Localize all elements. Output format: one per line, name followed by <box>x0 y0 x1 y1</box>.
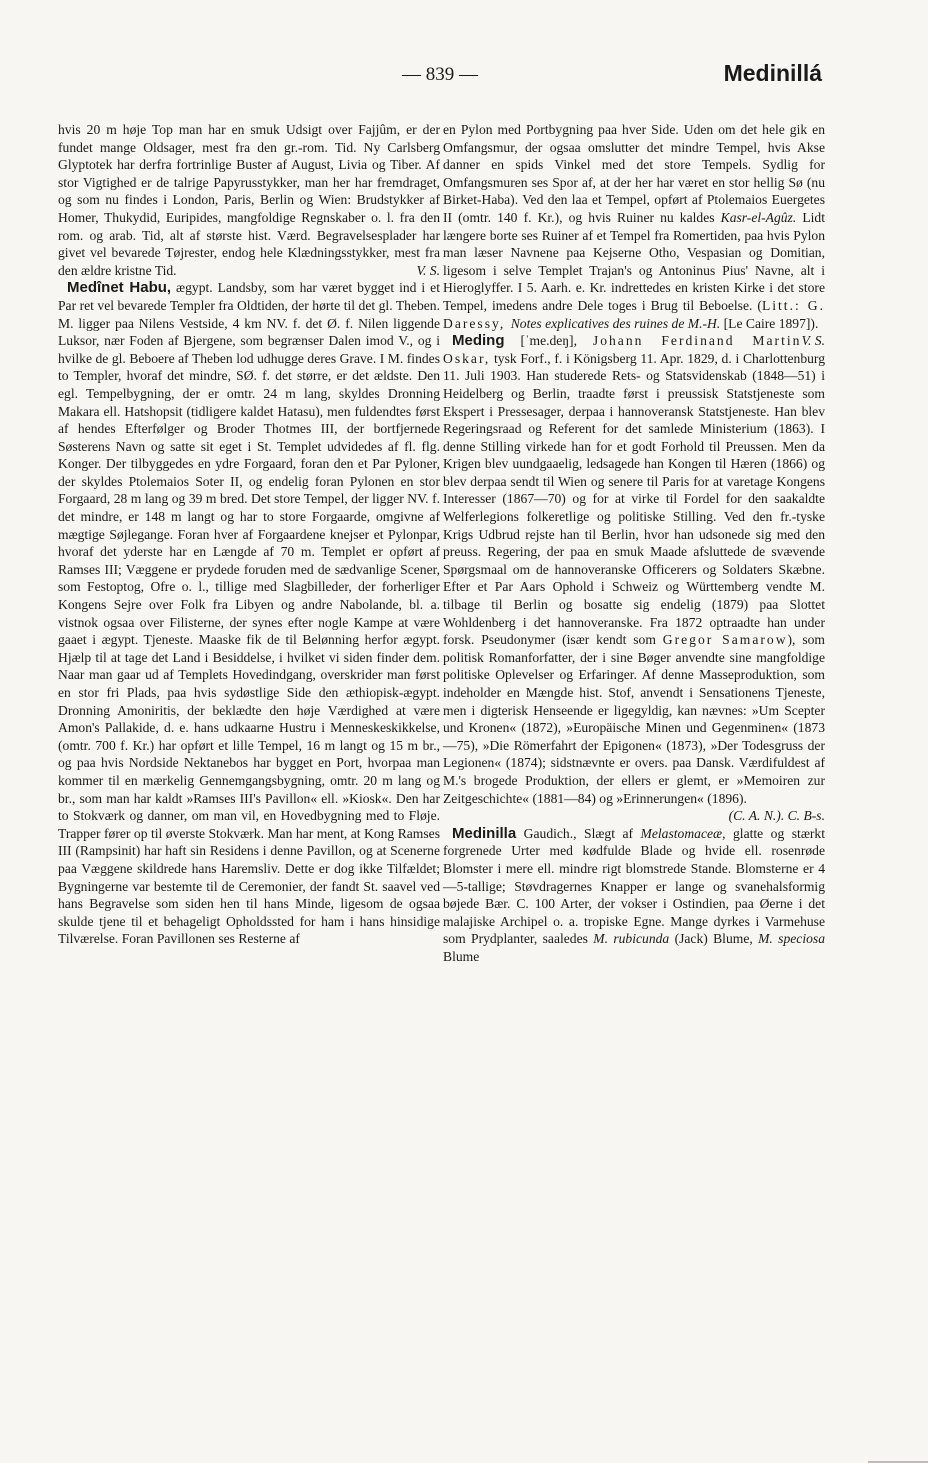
literature-author: G. Daressy, <box>443 297 825 331</box>
species-name-2: M. speciosa <box>758 931 825 947</box>
page-header <box>58 60 822 94</box>
literature-title: Notes explicatives des ruines de M.-H. <box>510 315 721 331</box>
entry-headword: Medînet Habu, <box>67 279 172 297</box>
running-head: Medinillá <box>723 60 822 86</box>
paragraph-text-2: Lidt længere borte ses Ruiner af et Tempel fra Romertiden, paa hvis Pylon man læser Navnene paa Kejserne Otho, Vespasian og Domitian, ligesom i selve Templet Trajan's og Antoninus Pius' Navne, alt i Hieroglyffer. I 5. Aarh. e. Kr. indrettedes en kristen Kirke i det store Tempel, imedens andre Dele toges i Brug til Beboelse. ( <box>443 209 825 313</box>
entry-text-2: ), som politisk Romanforfatter, der i sine Bøger anvendte sine mangfoldige politiske Oplevelser og Erfaringer. Af denne Masseproduktion, som indeholder en Mængde hist. Stof, anvendt i Sensationens Tjeneste, men i digterisk Henseende er ligegyldig, kan nævnes: »Um Scepter und Kronen« (1872), »Europäische Minen und Gegenminen« (1873—75), »Die Römerfahrt der Epigonen« (1873), »Der Todesgruss der Legionen« (1874); sidstnævnte er overs. paa Dansk. Værdifuldest af M.'s brogede Produktion, der ellers er glemt, er »Memoiren zur Zeitgeschichte« (1881—84) og »Erinnerungen« (1896). <box>443 632 825 806</box>
entry-meding <box>443 332 825 824</box>
place-name: Kasr-el-Agûz. <box>720 209 797 225</box>
entry-text-3: (Jack) Blume, <box>669 931 759 947</box>
literature-label: Litt.: <box>761 297 801 313</box>
entry-text: ægypt. Landsby, som har været bygget ind i et Par ret vel bevarede Templer fra Oldtiden, der hørte til det gl. Theben. M. ligger paa Nilens Vestside, 4 km NV. f. det Ø. f. Nilen liggende Luksor, nær Foden af Bjergene, som begrænser Dalen imod V., og i hvilke de gl. Beboere af Theben lod udhugge deres Grave. I M. findes to Templer, hvoraf det mindre, SØ. f. det større, er det ældste. Den egl. Tempelbygning, der er omtr. 24 m lang, skyldes Dronning Makara ell. Hatshopsit (tidligere kaldet Hatasu), men fuldendtes først af hendes Efterfølger og Broder Thotmes III, der bortfjernede Søsterens Navn og satte sit eget i St. Templet udvidedes af fl. flg. Konger. Der tilbyggedes en ydre Forgaard, foran den et Par Pyloner, der skyldes Ptolemaios Soter II, og endelig foran Pylonen en stor Forgaard, 28 m lang og 39 m bred. Det store Tempel, der ligger NV. f. det mindre, er 148 m langt og har to store Forgaarde, omgivne af mægtige Søjlegange. Foran hver af Forgaardene knejser et Pylonpar, hvoraf det yderste har en Længde af 70 m. Templet er opført af Ramses III; Væggene er prydede foruden med de sædvanlige Scener, som Festoptog, Ofre o. l., tillige med Slagbilleder, der forherliger Kongens Sejre over Folk fra Libyen og andre Nabolande, bl. a. vistnok ogsaa over Filisterne, der synes efter nogle Kampe at være gaaet i ægypt. Tjeneste. Maaske fik de til Belønning herfor ægypt. Hjælp til at tage det Land i Besiddelse, i hvilket vi siden finder dem. Naar man gaar ud af Templets Hovedindgang, overskrider man først en stor fri Plads, paa hvis sydøstlige Side den æthiopisk-ægypt. Dronning Amoniritis, der beklædte den høje Værdighed at være Amon's Pallakide, d. e. hans udkaarne Hustru i Menneskeskikkelse, (omtr. 700 f. Kr.) har opført et lille Tempel, 16 m langt og 15 m br., og paa hvis Nordside Nektanebos har bygget en Port, hvorpaa man kommer til en mærkelig Gennemgangsbygning, omtr. 20 m lang og br., som man har kaldt »Ramses III's Pavillon« ell. »Kiosk«. Den har to Stokværk og danner, om man vil, en Hovedbygning med to Fløje. Trapper fører op til øverste Stokværk. Man har ment, at Kong Ramses III (Rampsinit) har haft sin Residens i denne Pavillon, og at Scenerne paa Væggene skildrede hans Haremsliv. Dette er dog ikke Tilfældet; Bygningerne var bestemte til de Ceremonier, der fandt St. saavel ved hans Begravelse som siden hen til hans Minde, ligesom de ogsaa skulde tjene til et behageligt Opholdssted for ham i hans hinsidige Tilværelse. Foran Pavillonen ses Resterne af <box>58 280 440 947</box>
entry-text: tysk Forf., f. i Königsberg 11. Apr. 1829, d. i Charlottenburg 11. Juli 1903. Han studerede Rets- og Statsvidenskab (1848—51) i Heidelberg og Berlin, traadte først i preussisk Statstjeneste som Ekspert i Pressesager, derpaa i hannoveransk Statstjeneste. Han blev Regeringsraad og Referent for det samlede Ministerium (1863). I denne Stilling virkede han for et godt Forhold til Preussen. Men da Krigen blev uundgaaelig, ledsagede han Kongen til Hæren (1866) og blev derpaa sendt til Wien og senere til Paris for at varetage Kongens Interesser (1867—70) og for at virke til Fordel for den saakaldte Welferlegions folkeretlige og politiske Stilling. Ved den fr.-tyske Krigs Udbrud rejste han til Berlin, hvor han udsonede sig med den preuss. Regering, der paa en smuk Maade afsluttede de svævende Spørgsmaal om de hannoveranske Officerers og Soldaters Skæbne. Efter et Par Aars Ophold i Schweiz og Württemberg vendte M. tilbage til Berlin og bosatte sig endelig (1879) paa Slottet Wohldenberg i det hannoveranske. Fra 1872 optraadte han under forsk. Pseudonymer (især kendt som <box>443 350 825 648</box>
entry-text-4: Blume <box>443 948 480 964</box>
paragraph-text: en Pylon med Portbygning paa hver Side. Uden om det hele gik en Omfangsmur, der ogsaa omslutter det mindre Tempel, hvis Akse danner en spids Vinkel med det store Tempels. Sydlig for Omfangsmuren ses Spor af, at der her har været en stor hellig Sø (nu Birket-Haba). Ved den laa et Tempel, opført af Ptolemaios Euergetes II (omtr. 140 f. Kr.), og hvis Ruiner nu kaldes <box>443 122 825 225</box>
species-name: M. rubicunda <box>593 931 670 947</box>
entry-headword: Medinilla <box>452 824 517 842</box>
left-column <box>58 121 440 948</box>
entry-medinilla <box>443 825 825 966</box>
entry-text-2: glatte og stærkt forgrenede Urter med kødfulde Blade og hvide ell. rosenrøde Blomster i mere ell. mindre rigt blomstrede Stande. Blomsterne er 4—5-tallige; Støvdragernes Knapper er lange og svanehalsformig bøjede Bær. C. 100 Arter, der vokser i Ostindien, paa Øerne i det malajiske Archipel o. a. tropiske Egne. Mange dyrkes i Varmehuse som Prydplanter, saaledes <box>443 825 825 947</box>
page-number: — 839 — <box>402 64 478 85</box>
entry-text: Gaudich., Slægt af <box>516 825 641 841</box>
pseudonym: Gregor Samarow <box>662 632 788 648</box>
full-name: Johann Ferdinand Martin Oskar, <box>443 333 802 366</box>
pronunciation: [ˈme.deŋ], <box>504 333 593 349</box>
right-column <box>443 121 825 966</box>
paragraph-text: hvis 20 m høje Top man har en smuk Udsigt over Fajjûm, er der fundet mange Oldsager, mest fra den gr.-rom. Tid. Ny Carlsberg Glyptotek har derfra fortrinlige Buster af August, Livia og Tiber. Af stor Vigtighed er de talrige Papyrusstykker, man her har fremdraget, og som nu findes i London, Paris, Berlin og Wien: Brudstykker af Homer, Thukydid, Euripides, mangfoldige Regnskaber o. l. fra den rom. og arab. Tid, alt af største hist. Værd. Begravelsesplader har givet vel bevarede Tøjrester, endog hele Klædningsstykker, mest fra den ældre kristne Tid. <box>58 122 440 278</box>
author-signature: V. S. <box>416 262 440 278</box>
entry-headword: Meding <box>452 332 505 350</box>
continued-paragraph <box>58 121 440 279</box>
entry-medinet-habu <box>58 279 440 948</box>
literature-rest: [Le Caire 1897]). <box>720 315 819 331</box>
author-signature: (C. A. N.). C. B-s. <box>728 808 825 824</box>
family-name: Melastomaceæ, <box>640 825 726 841</box>
author-signature: V. S. <box>801 333 825 349</box>
